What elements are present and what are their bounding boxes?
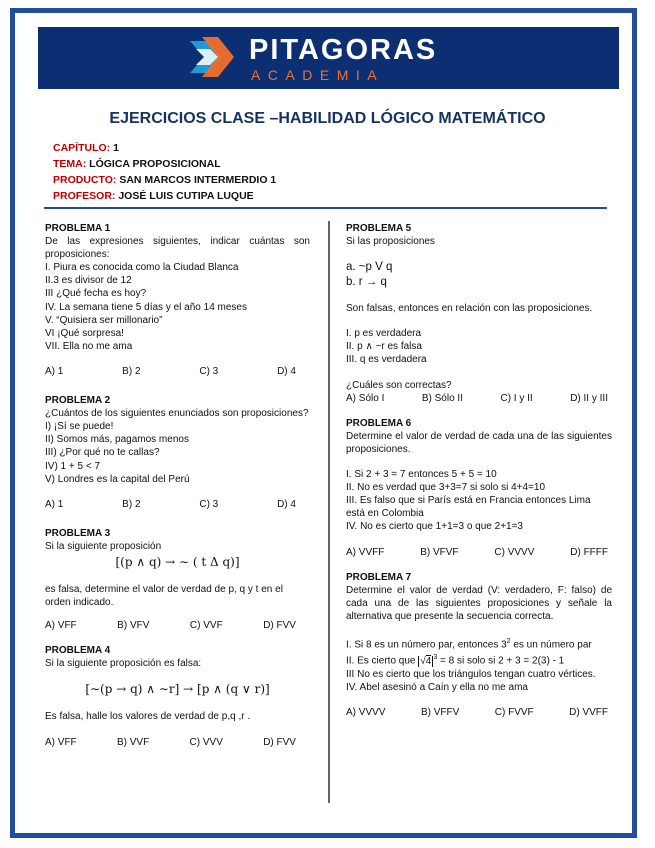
list-item: V. “Quisiera ser millonario”: [45, 314, 163, 326]
list-item: II. Es cierto que √4 $^3$ = 8 si solo si 2 + 3 = 2(3) - 1: [346, 654, 565, 667]
list-item: I) ¡Sí se puede!: [45, 421, 114, 433]
list-item: V) Londres es la capital del Perú: [45, 473, 190, 485]
option: D) FVV: [263, 736, 296, 748]
right-column: [346, 222, 612, 719]
option: D) VVFF: [569, 707, 608, 718]
answer-options: [45, 365, 310, 378]
list-item: III ¿Qué fecha es hoy?: [45, 288, 147, 300]
option: C) VVV: [189, 736, 223, 748]
problem-1: [45, 222, 310, 378]
problem-text: Son falsas, entonces en relación con las proposiciones.: [346, 303, 593, 315]
problem-question: ¿Cuáles son correctas?: [346, 379, 452, 391]
list-item: IV. La semana tiene 5 días y el año 14 meses: [45, 301, 247, 313]
list-item: II.3 es divisor de 12: [45, 275, 132, 287]
list-item: I. Piura es conocida como la Ciudad Blanca: [45, 262, 239, 274]
meta-product: PRODUCTO: SAN MARCOS INTERMERDIO 1: [53, 174, 277, 186]
problem-5: [346, 222, 612, 405]
option: A) VVVV: [346, 707, 386, 718]
problem-title: PROBLEMA 1: [45, 223, 111, 234]
option: D) 4: [277, 365, 296, 377]
formula: [∼(p → q) ∧ ∼r] → [p ∧ (q ∨ r)]: [85, 682, 270, 697]
list-item: II) Somos más, pagamos menos: [45, 434, 189, 446]
problem-title: PROBLEMA 5: [346, 223, 412, 234]
answer-options: [45, 498, 310, 511]
column-divider: [328, 221, 330, 803]
option: C) I y II: [500, 392, 533, 404]
list-item: IV. Abel asesinó a Caín y ella no me ama: [346, 681, 528, 693]
answer-options: [346, 392, 612, 405]
option: A) VVFF: [346, 546, 385, 558]
list-item: I. Si 2 + 3 = 7 entonces 5 + 5 = 10: [346, 469, 497, 481]
brand-subtitle: ACADEMIA: [251, 67, 385, 83]
problem-stem: ¿Cuántos de los siguientes enunciados son proposiciones?: [45, 408, 309, 420]
option: B) Sólo II: [421, 392, 463, 404]
option: C) 3: [199, 365, 219, 377]
list-item: II. p ∧ ~r es falsa: [346, 341, 422, 353]
problem-6: [346, 417, 612, 559]
problem-title: PROBLEMA 3: [45, 527, 111, 539]
list-item: IV) 1 + 5 < 7: [45, 460, 101, 472]
option: B) VVF: [116, 736, 150, 748]
option: D) II y III: [570, 392, 608, 404]
page-title: EJERCICIOS CLASE –HABILIDAD LÓGICO MATEMÁTICO: [109, 110, 546, 127]
option: A) 1: [45, 365, 64, 377]
problem-stem: Si la siguiente proposición es falsa:: [45, 658, 202, 670]
problem-title: PROBLEMA 4: [45, 645, 111, 657]
option: D) FFFF: [570, 546, 608, 558]
option: C) VVVV: [494, 546, 535, 558]
option: C) FVVF: [494, 707, 534, 718]
meta-topic: TEMA: LÓGICA PROPOSICIONAL: [53, 158, 221, 170]
problem-stem: Determine el valor de verdad (V: verdadero, F: falso) de cada una de las siguientes proposiciones y señale la alternativa que presente la secuencia correcta.: [346, 584, 612, 622]
header-rule: [44, 207, 607, 209]
problem-title: PROBLEMA 7: [346, 571, 412, 583]
problem-stem: Determine el valor de verdad de cada una de las siguientes proposiciones.: [346, 430, 612, 455]
option: D) FVV: [263, 620, 296, 632]
option: A) VFF: [45, 620, 77, 632]
list-item: III. q es verdadera: [346, 354, 427, 366]
list-item: I. Si 8 es un número par, entonces $3^2$ es un número par: [346, 637, 592, 651]
list-item: III No es cierto que los triángulos tengan cuatro vértices.: [346, 668, 596, 680]
problem-2: [45, 394, 310, 511]
list-item: III. Es falso que si París está en Francia entonces Lima está en Colombia: [346, 495, 591, 520]
option: C) VVF: [189, 620, 223, 632]
list-item: III) ¿Por qué no te callas?: [45, 447, 160, 459]
option: A) Sólo I: [346, 392, 385, 404]
formula: [(p ∧ q) → ∼ ( t Δ q)]: [115, 554, 240, 569]
option: B) VFV: [117, 620, 150, 632]
problem-title: PROBLEMA 6: [346, 417, 412, 429]
option: B) 2: [122, 498, 141, 510]
problem-text: Es falsa, halle los valores de verdad de p,q ,r .: [45, 711, 251, 723]
problem-3: [45, 527, 310, 632]
option: A) 1: [45, 498, 64, 510]
meta-chapter: CAPÍTULO: 1: [53, 142, 119, 154]
meta-teacher: PROFESOR: JOSÉ LUIS CUTIPA LUQUE: [53, 190, 254, 202]
answer-options: [45, 619, 310, 632]
header-banner: [38, 27, 619, 89]
option: B) 2: [122, 365, 141, 377]
problem-4: [45, 644, 310, 748]
proposition-b: b. r → q: [346, 276, 387, 289]
problem-7: [346, 571, 612, 720]
option: C) 3: [199, 498, 219, 510]
list-item: IV. No es cierto que 1+1=3 o que 2+1=3: [346, 521, 523, 533]
list-item: I. p es verdadera: [346, 328, 422, 340]
left-column: [45, 222, 310, 749]
problem-text: es falsa, determine el valor de verdad de p, q y t en el orden indicado.: [45, 583, 283, 609]
proposition-a: a. ~p V q: [346, 261, 393, 274]
problem-stem: Si las proposiciones: [346, 236, 435, 248]
list-item: VII. Ella no me ama: [45, 340, 133, 352]
answer-options: [346, 546, 612, 559]
list-item: II. No es verdad que 3+3=7 si solo si 4+4=10: [346, 482, 546, 494]
problem-stem: Si la siguiente proposición: [45, 540, 162, 552]
option: B) VFVF: [420, 546, 459, 558]
answer-options: [45, 736, 310, 749]
option: D) 4: [277, 498, 296, 510]
brand-name: PITAGORAS: [249, 34, 438, 66]
problem-title: PROBLEMA 2: [45, 395, 111, 407]
option: B) VFFV: [420, 707, 460, 718]
option: A) VFF: [45, 736, 77, 748]
problem-stem: De las expresiones siguientes, indicar cuántas son proposiciones:: [45, 236, 310, 261]
list-item: VI ¡Qué sorpresa!: [45, 327, 124, 339]
meta-block: [53, 140, 276, 204]
pitagoras-logo-icon: [188, 35, 236, 79]
answer-options: [346, 706, 612, 719]
